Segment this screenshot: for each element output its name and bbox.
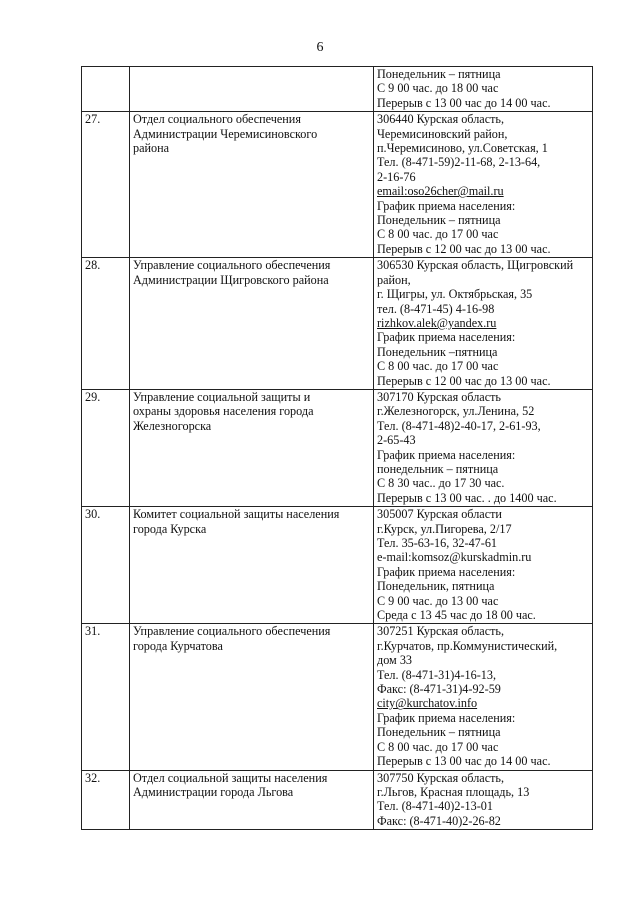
contact-info-line: Перерыв с 12 00 час до 13 00 час. bbox=[377, 373, 551, 388]
contact-info-line: Понедельник – пятница bbox=[377, 725, 501, 740]
contact-info-line: e-mail:komsoz@kurskadmin.ru bbox=[377, 550, 532, 565]
contact-info-cell bbox=[374, 67, 593, 112]
office-name-cell bbox=[130, 389, 374, 506]
office-name-line: города Курчатова bbox=[133, 638, 223, 653]
contact-info-cell bbox=[374, 507, 593, 624]
contact-info-line: С 8 00 час. до 17 00 час bbox=[377, 359, 499, 374]
contact-info-line: Тел. (8-471-48)2-40-17, 2-61-93, bbox=[377, 418, 541, 433]
contact-info-line: Черемисиновский район, bbox=[377, 126, 508, 141]
office-name-line: Администрации Щигровского района bbox=[133, 272, 329, 287]
contact-info-line: Факс: (8-471-40)2-26-82 bbox=[377, 813, 501, 828]
row-number: 31. bbox=[82, 624, 130, 770]
table-row bbox=[82, 67, 593, 112]
contact-info-line: Понедельник – пятница bbox=[377, 67, 501, 81]
row-number: 28. bbox=[82, 258, 130, 390]
office-name-line: Администрации города Льгова bbox=[133, 784, 294, 799]
office-name-cell bbox=[130, 770, 374, 830]
contact-info-line: График приема населения: bbox=[377, 330, 516, 345]
row-number: 27. bbox=[82, 112, 130, 258]
email-link[interactable]: city@kurchatov.info bbox=[377, 696, 478, 711]
contact-info-cell bbox=[374, 258, 593, 390]
contact-info-line: Тел. 35-63-16, 32-47-61 bbox=[377, 536, 498, 550]
contact-info-line: понедельник – пятница bbox=[377, 461, 499, 476]
office-name-line: Управление социального обеспечения bbox=[133, 258, 331, 273]
contact-info-line: С 8 30 час.. до 17 30 час. bbox=[377, 476, 505, 491]
office-name-cell bbox=[130, 624, 374, 770]
contact-info-line: 307251 Курская область, bbox=[377, 624, 505, 639]
table-row bbox=[82, 770, 593, 830]
contact-info-line: г.Курчатов, пр.Коммунистический, bbox=[377, 638, 558, 653]
page-number: 6 bbox=[316, 40, 324, 55]
row-number: 32. bbox=[82, 770, 130, 830]
contact-info-line: г.Льгов, Красная площадь, 13 bbox=[377, 784, 530, 799]
offices-table bbox=[81, 66, 593, 830]
office-name-line: Комитет социальной защиты населения bbox=[133, 507, 340, 522]
table-row bbox=[82, 507, 593, 624]
contact-info-line: п.Черемисиново, ул.Советская, 1 bbox=[377, 141, 548, 156]
office-name-cell bbox=[130, 507, 374, 624]
contact-info-cell bbox=[374, 389, 593, 506]
contact-info-cell bbox=[374, 112, 593, 258]
contact-info-line: Перерыв с 13 00 час. . до 1400 час. bbox=[377, 490, 557, 505]
contact-info-line: С 9 00 час. до 13 00 час bbox=[377, 593, 499, 608]
contact-info-line: С 8 00 час. до 17 00 час bbox=[377, 739, 499, 754]
contact-info-line: Понедельник –пятница bbox=[377, 344, 498, 359]
contact-info-line: г. Щигры, ул. Октябрьская, 35 bbox=[377, 287, 533, 302]
contact-info-line: тел. (8-471-45) 4-16-98 bbox=[377, 301, 495, 316]
contact-info-line: Среда с 13 45 час до 18 00 час. bbox=[377, 608, 536, 623]
row-number bbox=[82, 67, 130, 112]
contact-info-line: Тел. (8-471-59)2-11-68, 2-13-64, bbox=[377, 155, 541, 170]
contact-info-line: 306440 Курская область, bbox=[377, 112, 505, 127]
table-row bbox=[82, 112, 593, 258]
contact-info-line: район, bbox=[377, 272, 411, 287]
contact-info-line: 307750 Курская область, bbox=[377, 770, 505, 785]
contact-info-line: С 8 00 час. до 17 00 час bbox=[377, 227, 499, 242]
contact-info-line: г.Железногорск, ул.Ленина, 52 bbox=[377, 404, 535, 419]
contact-info-line: 2-65-43 bbox=[377, 433, 416, 448]
contact-info-line: 307170 Курская область bbox=[377, 389, 501, 404]
row-number: 30. bbox=[82, 507, 130, 624]
contact-info-line: Тел. (8-471-31)4-16-13, bbox=[377, 667, 496, 682]
contact-info-line: График приема населения: bbox=[377, 564, 516, 579]
table-row bbox=[82, 624, 593, 770]
contact-info-line: График приема населения: bbox=[377, 198, 516, 213]
office-name-line: Отдел социального обеспечения bbox=[133, 112, 301, 127]
row-number: 29. bbox=[82, 389, 130, 506]
office-name-line: города Курска bbox=[133, 521, 207, 536]
contact-info-line: Перерыв с 12 00 час до 13 00 час. bbox=[377, 241, 551, 256]
contact-info-line: График приема населения: bbox=[377, 710, 516, 725]
office-name-line: Управление социального обеспечения bbox=[133, 624, 331, 639]
office-name-line: района bbox=[133, 141, 170, 156]
contact-info-line: дом 33 bbox=[377, 653, 413, 668]
email-link[interactable]: rizhkov.alek@yandex.ru bbox=[377, 315, 497, 330]
office-name-line: Администрации Черемисиновского bbox=[133, 126, 318, 141]
contact-info-line: г.Курск, ул.Пигорева, 2/17 bbox=[377, 521, 512, 536]
email-link[interactable]: email:oso26cher@mail.ru bbox=[377, 184, 504, 199]
office-name-line: охраны здоровья населения города bbox=[133, 404, 314, 419]
contact-info-line: Понедельник – пятница bbox=[377, 213, 501, 228]
contact-info-line: 306530 Курская область, Щигровский bbox=[377, 258, 574, 273]
office-name-line: Управление социальной защиты и bbox=[133, 389, 311, 404]
contact-info-line: Факс: (8-471-31)4-92-59 bbox=[377, 682, 501, 697]
offices-table-body bbox=[82, 67, 593, 830]
contact-info-line: Перерыв с 13 00 час до 14 00 час. bbox=[377, 754, 551, 769]
contact-info-line: Тел. (8-471-40)2-13-01 bbox=[377, 799, 493, 814]
office-name-line: Железногорска bbox=[133, 418, 212, 433]
office-name-cell bbox=[130, 258, 374, 390]
office-name-cell bbox=[130, 112, 374, 258]
contact-info-line: С 9 00 час. до 18 00 час bbox=[377, 81, 499, 96]
contact-info-line: 305007 Курская области bbox=[377, 507, 502, 522]
office-name-cell bbox=[130, 67, 374, 112]
contact-info-cell bbox=[374, 624, 593, 770]
contact-info-line: Понедельник, пятница bbox=[377, 579, 495, 594]
table-row bbox=[82, 258, 593, 390]
office-name-line: Отдел социальной защиты населения bbox=[133, 770, 328, 785]
table-row bbox=[82, 389, 593, 506]
contact-info-line: Перерыв с 13 00 час до 14 00 час. bbox=[377, 95, 551, 110]
contact-info-line: 2-16-76 bbox=[377, 169, 416, 184]
contact-info-line: График приема населения: bbox=[377, 447, 516, 462]
contact-info-cell bbox=[374, 770, 593, 830]
